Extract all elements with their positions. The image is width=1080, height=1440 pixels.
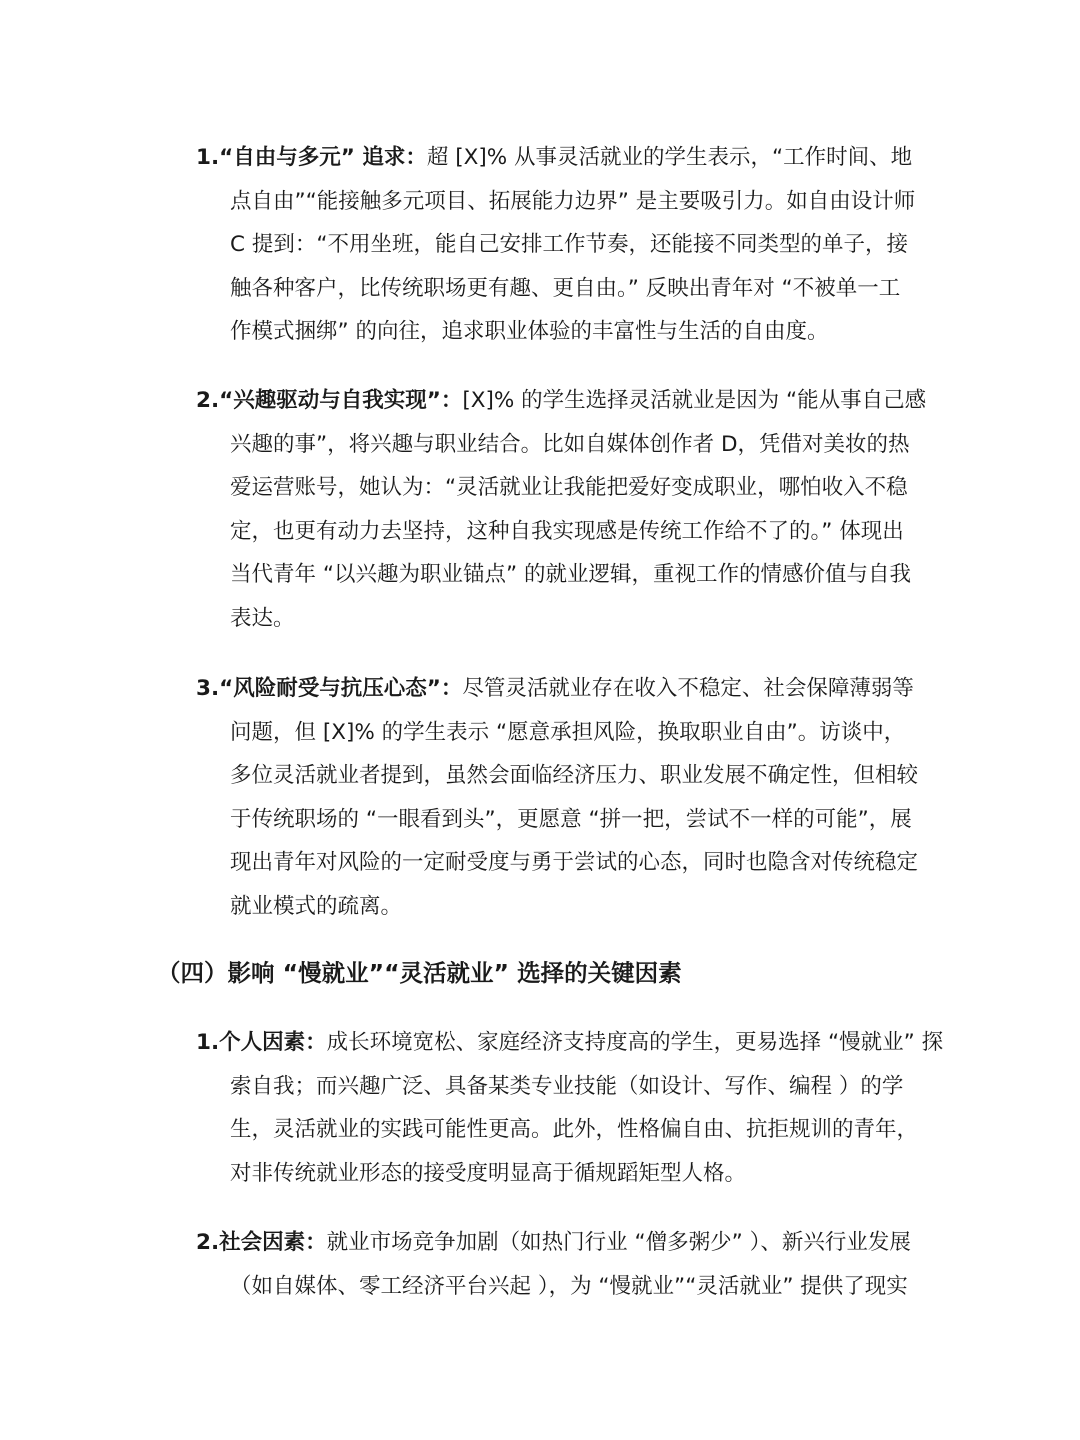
paragraph-line: 3.“风险耐受与抗压心态”：尽管灵活就业存在收入不稳定、社会保障薄弱等 [196,676,914,701]
paragraph-line: 定，也更有动力去坚持，这种自我实现感是传统工作给不了的。” 体现出 [230,518,904,544]
paragraph-line: 兴趣的事”，将兴趣与职业结合。比如自媒体创作者 D，凭借对美妆的热 [230,431,910,457]
paragraph-line: （如自媒体、零工经济平台兴起 ），为 “慢就业”“灵活就业” 提供了现实 [230,1273,908,1299]
paragraph-freedom-diversity [196,136,922,354]
paragraph-interest-driven [196,379,927,640]
item-number: 1. [196,1030,220,1055]
item-heading: 个人因素： [219,1030,327,1055]
paragraph-line: 问题，但 [X]% 的学生表示 “愿意承担风险，换取职业自由”。访谈中， [230,719,906,745]
paragraph-line: 爱运营账号，她认为：“灵活就业让我能把爱好变成职业，哪怕收入不稳 [230,475,908,500]
paragraph-line: 就业模式的疏离。 [230,893,403,919]
paragraph-line: 多位灵活就业者提到，虽然会面临经济压力、职业发展不确定性，但相较 [230,763,919,788]
paragraph-risk-tolerance [196,667,922,928]
paragraph-line: 1.个人因素：成长环境宽松、家庭经济支持度高的学生，更易选择 “慢就业” 探 [196,1030,944,1055]
section-heading: （四）影响 “慢就业”“灵活就业” 选择的关键因素 [157,959,682,987]
paragraph-line: 点自由”“能接触多元项目、拓展能力边界” 是主要吸引力。如自由设计师 [230,188,916,214]
paragraph-line: 于传统职场的 “一眼看到头”，更愿意 “拼一把，尝试不一样的可能”，展 [230,806,912,832]
paragraph-line: 表达。 [230,605,295,631]
paragraph-line: 1.“自由与多元” 追求：超 [X]% 从事灵活就业的学生表示，“工作时间、地 [196,145,913,170]
item-heading: “风险耐受与抗压心态”： [219,676,463,701]
item-heading: “兴趣驱动与自我实现”： [219,388,463,413]
paragraph-line: 对非传统就业形态的接受度明显高于循规蹈矩型人格。 [230,1160,747,1186]
paragraph-line: C 提到：“不用坐班，能自己安排工作节奏，还能接不同类型的单子，接 [230,232,908,257]
paragraph-line: 2.社会因素：就业市场竞争加剧（如热门行业 “僧多粥少” ）、新兴行业发展 [196,1230,911,1255]
paragraph-line: 触各种客户，比传统职场更有趣、更自由。” 反映出青年对 “不被单一工 [230,275,901,301]
paragraph-line: 索自我；而兴趣广泛、具备某类专业技能（如设计、写作、编程 ）的学 [230,1073,904,1099]
paragraph-line: 生，灵活就业的实践可能性更高。此外，性格偏自由、抗拒规训的青年， [230,1117,919,1142]
item-number: 2. [196,1230,220,1255]
paragraph-line: 作模式捆绑” 的向往，追求职业体验的丰富性与生活的自由度。 [230,319,829,344]
item-number: 1. [196,145,220,170]
paragraph-line: 2.“兴趣驱动与自我实现”：[X]% 的学生选择灵活就业是因为 “能从事自己感 [196,388,927,413]
paragraph-line: 当代青年 “以兴趣为职业锚点” 的就业逻辑，重视工作的情感价值与自我 [230,562,911,587]
item-heading: 社会因素： [219,1230,327,1255]
item-number: 2. [196,388,220,413]
item-number: 3. [196,676,220,701]
item-heading: “自由与多元” 追求： [219,145,427,170]
paragraph-social-factors [196,1221,922,1308]
paragraph-line: 现出青年对风险的一定耐受度与勇于尝试的心态，同时也隐含对传统稳定 [230,850,919,875]
paragraph-personal-factors [196,1021,944,1195]
